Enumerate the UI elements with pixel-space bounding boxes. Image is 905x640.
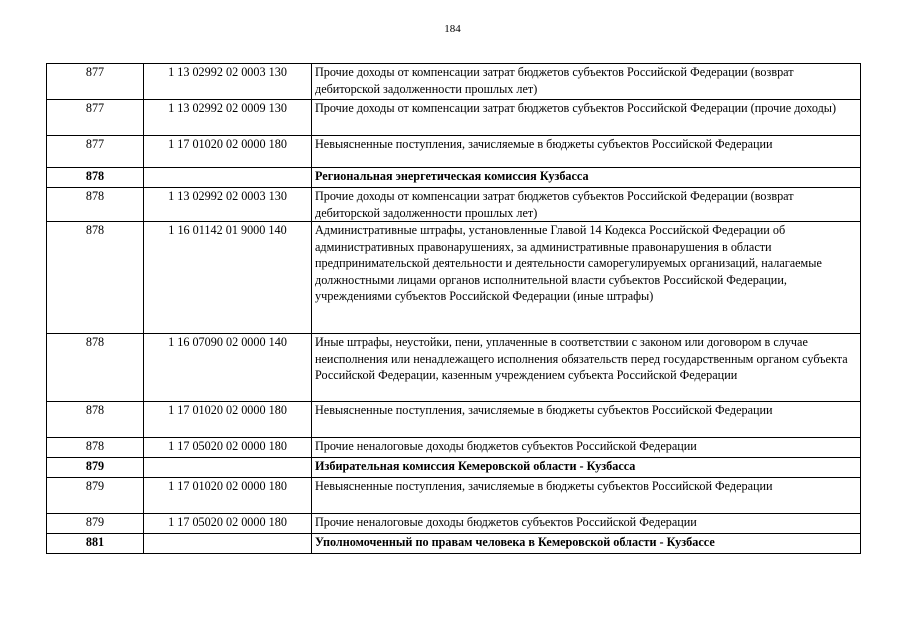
admin-code-cell: 877: [47, 64, 144, 100]
admin-code-cell: 878: [47, 222, 144, 334]
budget-classification-code-cell: 1 16 01142 01 9000 140: [144, 222, 312, 334]
table-row: [47, 100, 861, 136]
revenue-description-cell: Прочие доходы от компенсации затрат бюджетов субъектов Российской Федерации (возврат дебиторской задолженности прошлых лет): [312, 188, 861, 222]
budget-classification-code-cell: 1 17 01020 02 0000 180: [144, 478, 312, 514]
admin-code-cell: 877: [47, 136, 144, 168]
revenue-description-cell: Невыясненные поступления, зачисляемые в бюджеты субъектов Российской Федерации: [312, 478, 861, 514]
revenue-description-cell: Прочие доходы от компенсации затрат бюджетов субъектов Российской Федерации (возврат дебиторской задолженности прошлых лет): [312, 64, 861, 100]
revenue-description-cell: Административные штрафы, установленные Главой 14 Кодекса Российской Федерации об административных правонарушениях, за административные правонарушения в области предпринимательской деятельности и деятельности саморегулируемых организаций, налагаемые должностными лицами органов исполнительной власти субъектов Российской Федерации, учреждениями субъектов Российской Федерации (иные штрафы): [312, 222, 861, 334]
table-row: [47, 64, 861, 100]
table-section-header-row: [47, 534, 861, 554]
revenue-description-cell: Избирательная комиссия Кемеровской области - Кузбасса: [312, 458, 861, 478]
admin-code-cell: 878: [47, 402, 144, 438]
revenue-description-cell: Невыясненные поступления, зачисляемые в бюджеты субъектов Российской Федерации: [312, 402, 861, 438]
table-row: [47, 136, 861, 168]
table-row: [47, 222, 861, 334]
admin-code-cell: 878: [47, 334, 144, 402]
admin-code-cell: 879: [47, 514, 144, 534]
budget-classification-code-cell: 1 17 01020 02 0000 180: [144, 402, 312, 438]
revenue-description-cell: Прочие доходы от компенсации затрат бюджетов субъектов Российской Федерации (прочие доходы): [312, 100, 861, 136]
page-number: 184: [444, 23, 461, 35]
admin-code-cell: 878: [47, 168, 144, 188]
budget-classification-code-cell: 1 13 02992 02 0003 130: [144, 64, 312, 100]
revenue-description-cell: Иные штрафы, неустойки, пени, уплаченные в соответствии с законом или договором в случае неисполнения или ненадлежащего исполнения обязательств перед государственным органом субъекта Российской Федерации, казенным учреждением субъекта Российской Федерации: [312, 334, 861, 402]
budget-classification-code-cell: [144, 458, 312, 478]
admin-code-cell: 877: [47, 100, 144, 136]
budget-classification-code-cell: 1 17 05020 02 0000 180: [144, 438, 312, 458]
table-row: [47, 514, 861, 534]
admin-code-cell: 878: [47, 438, 144, 458]
budget-classification-code-cell: 1 16 07090 02 0000 140: [144, 334, 312, 402]
table-row: [47, 478, 861, 514]
revenue-description-cell: Невыясненные поступления, зачисляемые в бюджеты субъектов Российской Федерации: [312, 136, 861, 168]
budget-classification-code-cell: 1 17 01020 02 0000 180: [144, 136, 312, 168]
table-row: [47, 334, 861, 402]
budget-classification-code-cell: 1 17 05020 02 0000 180: [144, 514, 312, 534]
budget-classification-code-cell: 1 13 02992 02 0009 130: [144, 100, 312, 136]
budget-classification-code-cell: [144, 534, 312, 554]
admin-code-cell: 881: [47, 534, 144, 554]
admin-code-cell: 879: [47, 458, 144, 478]
admin-code-cell: 879: [47, 478, 144, 514]
table-section-header-row: [47, 168, 861, 188]
table-body: [47, 64, 861, 554]
table-section-header-row: [47, 458, 861, 478]
budget-classification-code-cell: [144, 168, 312, 188]
table-row: [47, 188, 861, 222]
revenue-description-cell: Прочие неналоговые доходы бюджетов субъектов Российской Федерации: [312, 438, 861, 458]
admin-code-cell: 878: [47, 188, 144, 222]
budget-classification-code-cell: 1 13 02992 02 0003 130: [144, 188, 312, 222]
revenue-description-cell: Уполномоченный по правам человека в Кемеровской области - Кузбассе: [312, 534, 861, 554]
budget-revenue-table: [46, 63, 861, 554]
revenue-description-cell: Прочие неналоговые доходы бюджетов субъектов Российской Федерации: [312, 514, 861, 534]
table-row: [47, 438, 861, 458]
revenue-description-cell: Региональная энергетическая комиссия Кузбасса: [312, 168, 861, 188]
table-row: [47, 402, 861, 438]
